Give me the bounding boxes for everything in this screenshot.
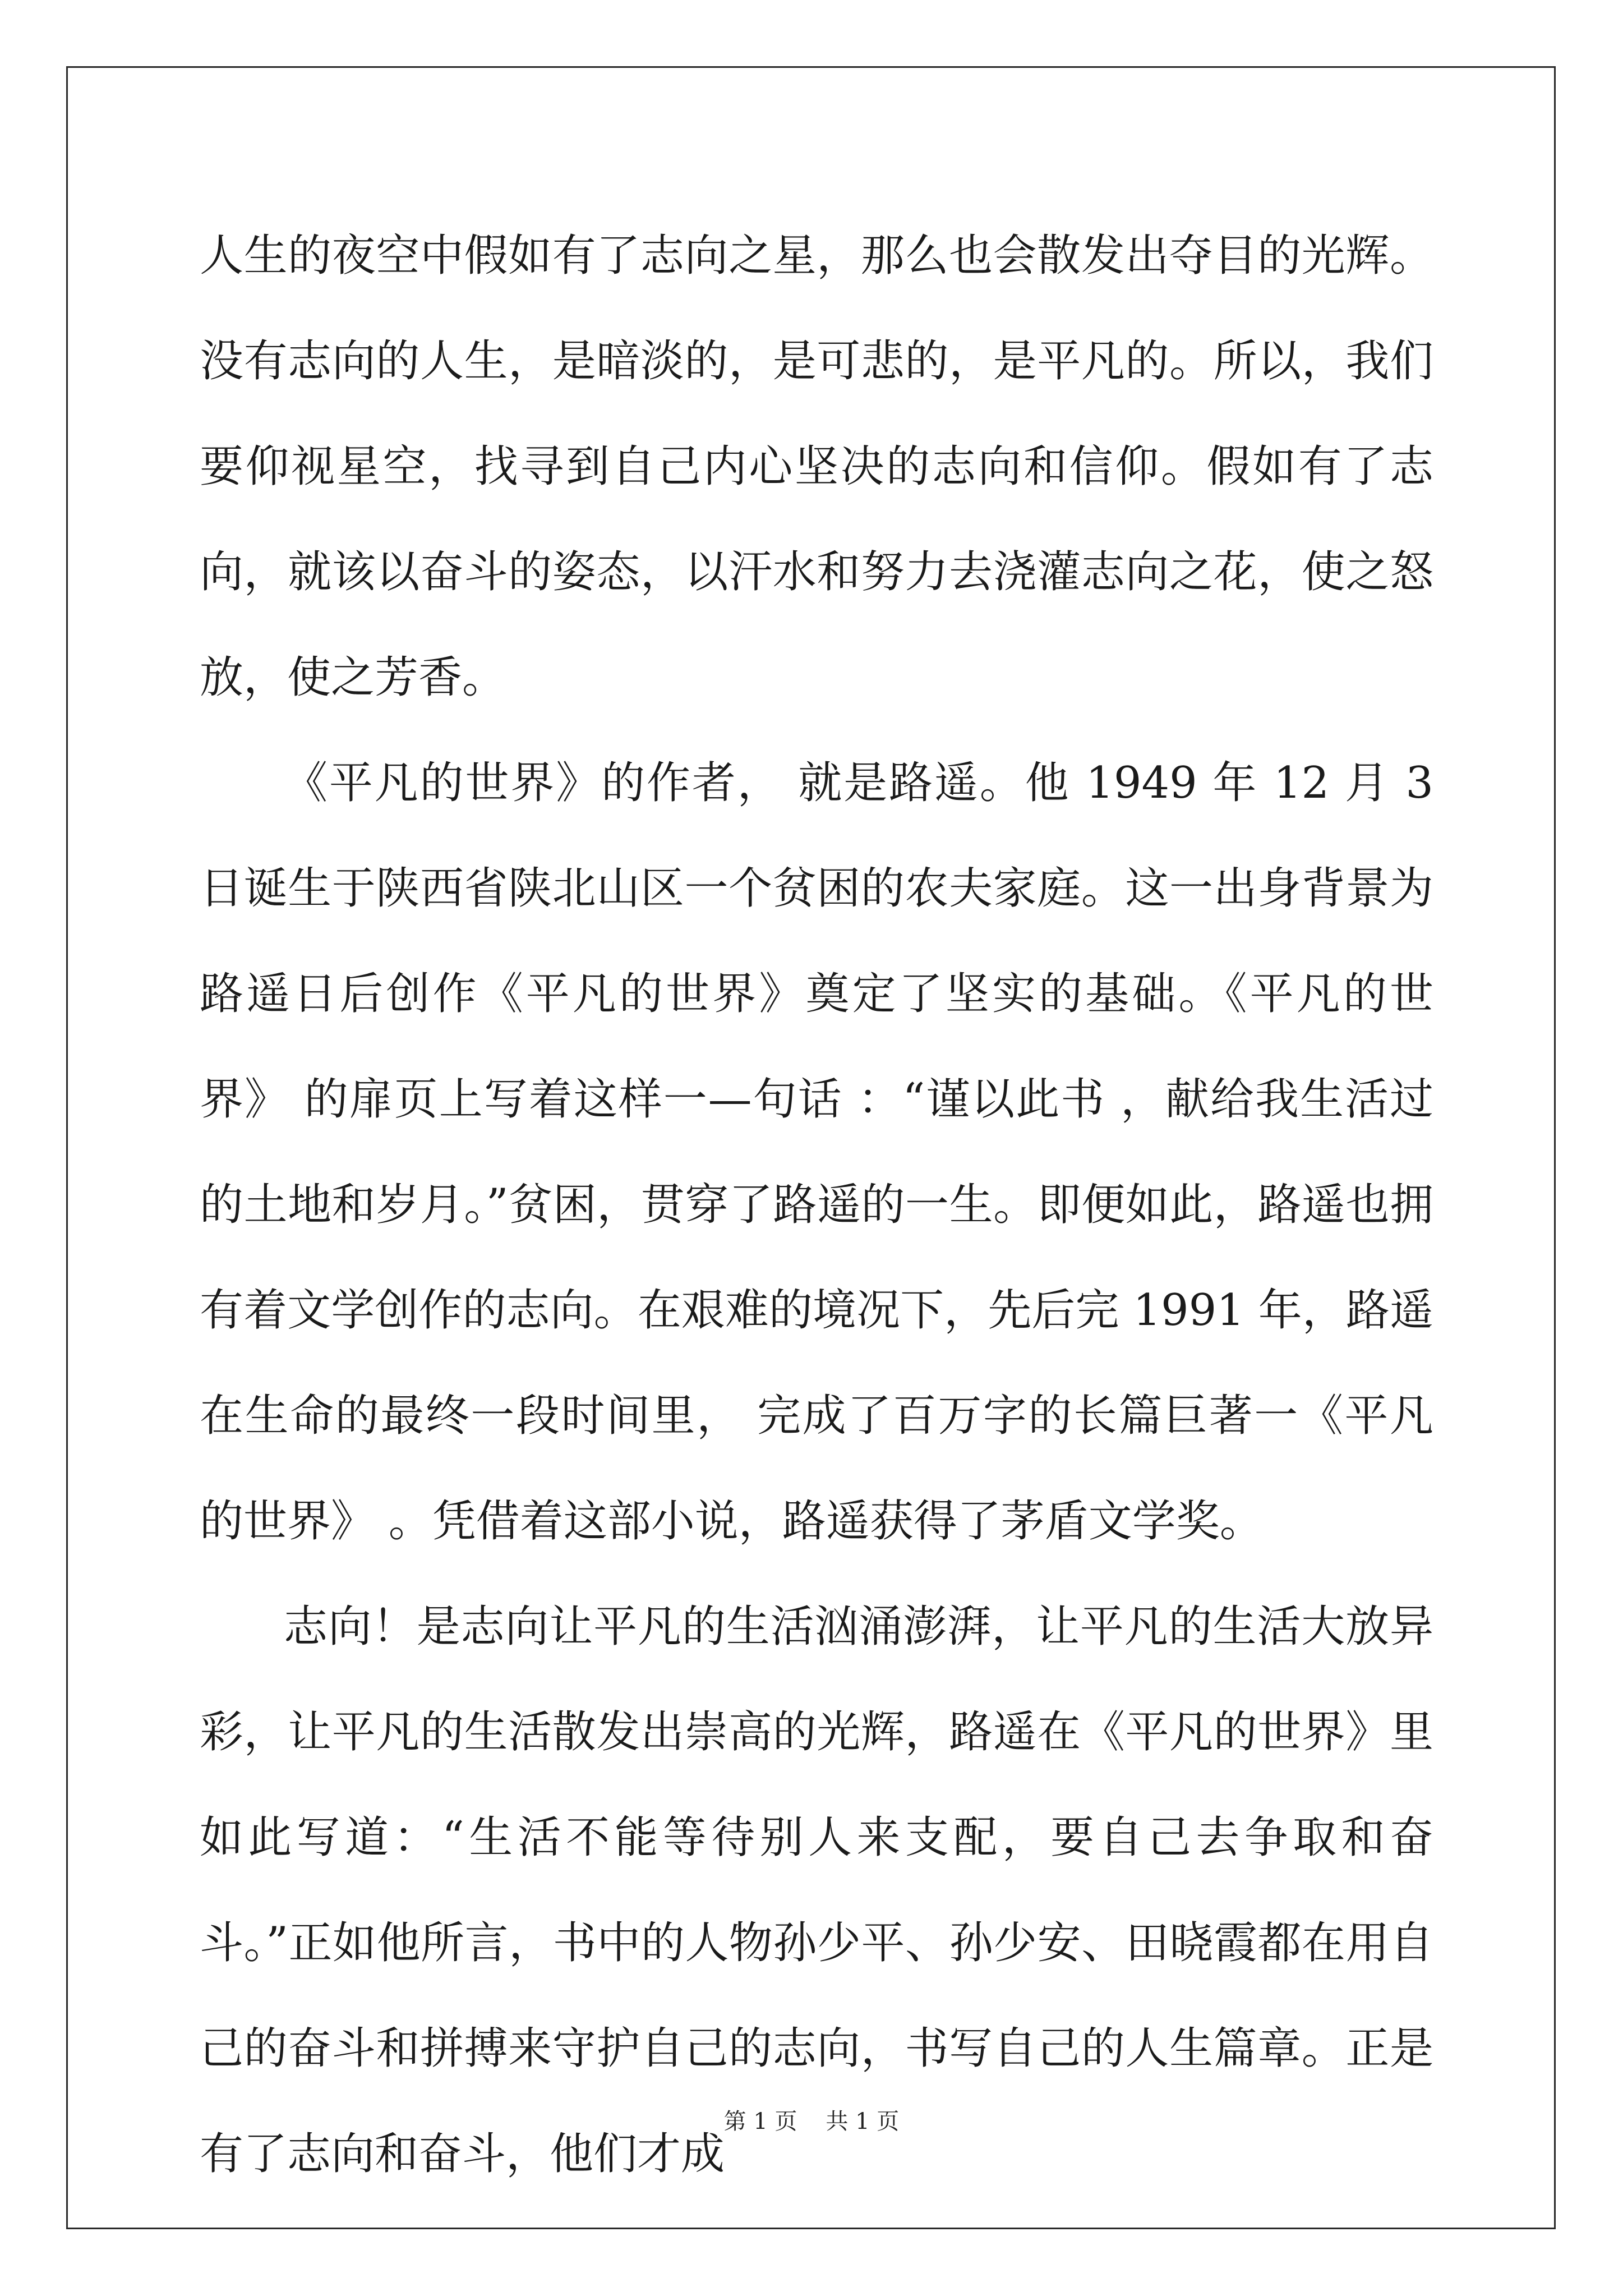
paragraph-3: 志向！是志向让平凡的生活汹涌澎湃，让平凡的生活大放异彩，让平凡的生活散发出崇高的光辉，路遥在《平凡的世界》里如此写道：“生活不能等待别人来支配，要自己去争取和奋斗。”正如他所言，书中的人物孙少平、孙少安、田晓霞都在用自己的奋斗和拼搏来守护自己的志向，书写自己的人生篇章。正是有了志向和奋斗，他们才成 [200,1602,1433,2179]
paragraph-2: 《平凡的世界》的作者， 就是路遥。他 1949 年 12 月 3 日诞生于陕西省陕北山区一个贫困的农夫家庭。这一出身背景为路遥日后创作《平凡的世界》奠定了坚实的基础。《平凡的世界》 的扉页上写着这样一—句话 ：“谨以此书 ，献给我生活过的土地和岁月。”贫困，贯穿了路遥的一生。即便如此，路遥也拥有着文学创作的志向。在艰难的境况下，先后完 1991 年，路遥在生命的最终一段时间里， 完成了百万字的长篇巨著一《平凡的世界》 。凭借着这部小说，路遥获得了茅盾文学奖。 [200,758,1433,1547]
paragraph-1: 人生的夜空中假如有了志向之星，那么也会散发出夺目的光辉。没有志向的人生，是暗淡的，是可悲的，是平凡的。所以，我们要仰视星空，找寻到自己内心坚决的志向和信仰。假如有了志向，就该以奋斗的姿态，以汗水和努力去浇灌志向之花，使之怒放，使之芳香。 [200,231,1433,703]
page-total: 共 1 页 [826,2109,900,2134]
page-footer [0,2108,1623,2135]
document-body [200,203,1433,2207]
page-number: 第 1 页 [723,2109,797,2134]
